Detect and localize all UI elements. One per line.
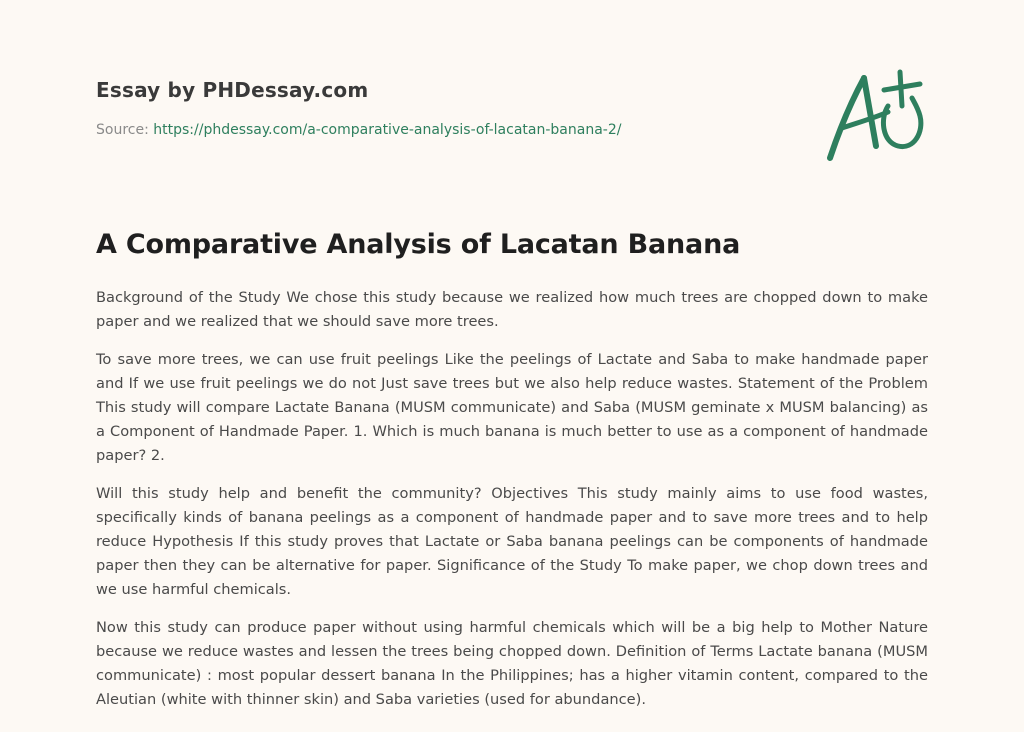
site-brand: Essay by PHDessay.com xyxy=(96,78,369,102)
essay-paragraph: Now this study can produce paper without using harmful chemicals which will be a big help to Mother Nature because we reduce wastes and lessen the trees being chopped down. Definition of Terms Lactate banana (MUSM communicate) : most popular dessert banana In the Philippines; has a higher vitamin content, compared to the Aleutian (white with thinner skin) and Saba varieties (used for abundance). xyxy=(96,619,928,708)
source-label: Source: xyxy=(96,122,149,138)
essay-paragraph: Background of the Study We chose this study because we realized how much trees are chopped down to make paper and we realized that we should save more trees. xyxy=(96,289,928,330)
page-header xyxy=(96,76,776,140)
essay-body xyxy=(96,286,928,726)
essay-paragraph: To save more trees, we can use fruit peelings Like the peelings of Lactate and Saba to make handmade paper and If we use fruit peelings we do not Just save trees but we also help reduce wastes. Statement of the Problem This study will compare Lactate Banana (MUSM communicate) and Saba (MUSM geminate x MUSM balancing) as a Component of Handmade Paper. 1. Which is much banana is much better to use as a component of handmade paper? 2. xyxy=(96,351,928,464)
essay-title: A Comparative Analysis of Lacatan Banana xyxy=(96,229,741,260)
source-link[interactable]: https://phdessay.com/a-comparative-analysis-of-lacatan-banana-2/ xyxy=(153,122,622,138)
essay-paragraph: Will this study help and benefit the community? Objectives This study mainly aims to use food wastes, specifically kinds of banana peelings as a component of handmade paper and to save more trees and to help reduce Hypothesis If this study proves that Lactate or Saba banana peelings can be components of handmade paper then they can be alternative for paper. Significance of the Study To make paper, we chop down trees and we use harmful chemicals. xyxy=(96,485,928,598)
a-plus-grade-icon xyxy=(822,66,930,166)
source-line xyxy=(96,120,776,140)
